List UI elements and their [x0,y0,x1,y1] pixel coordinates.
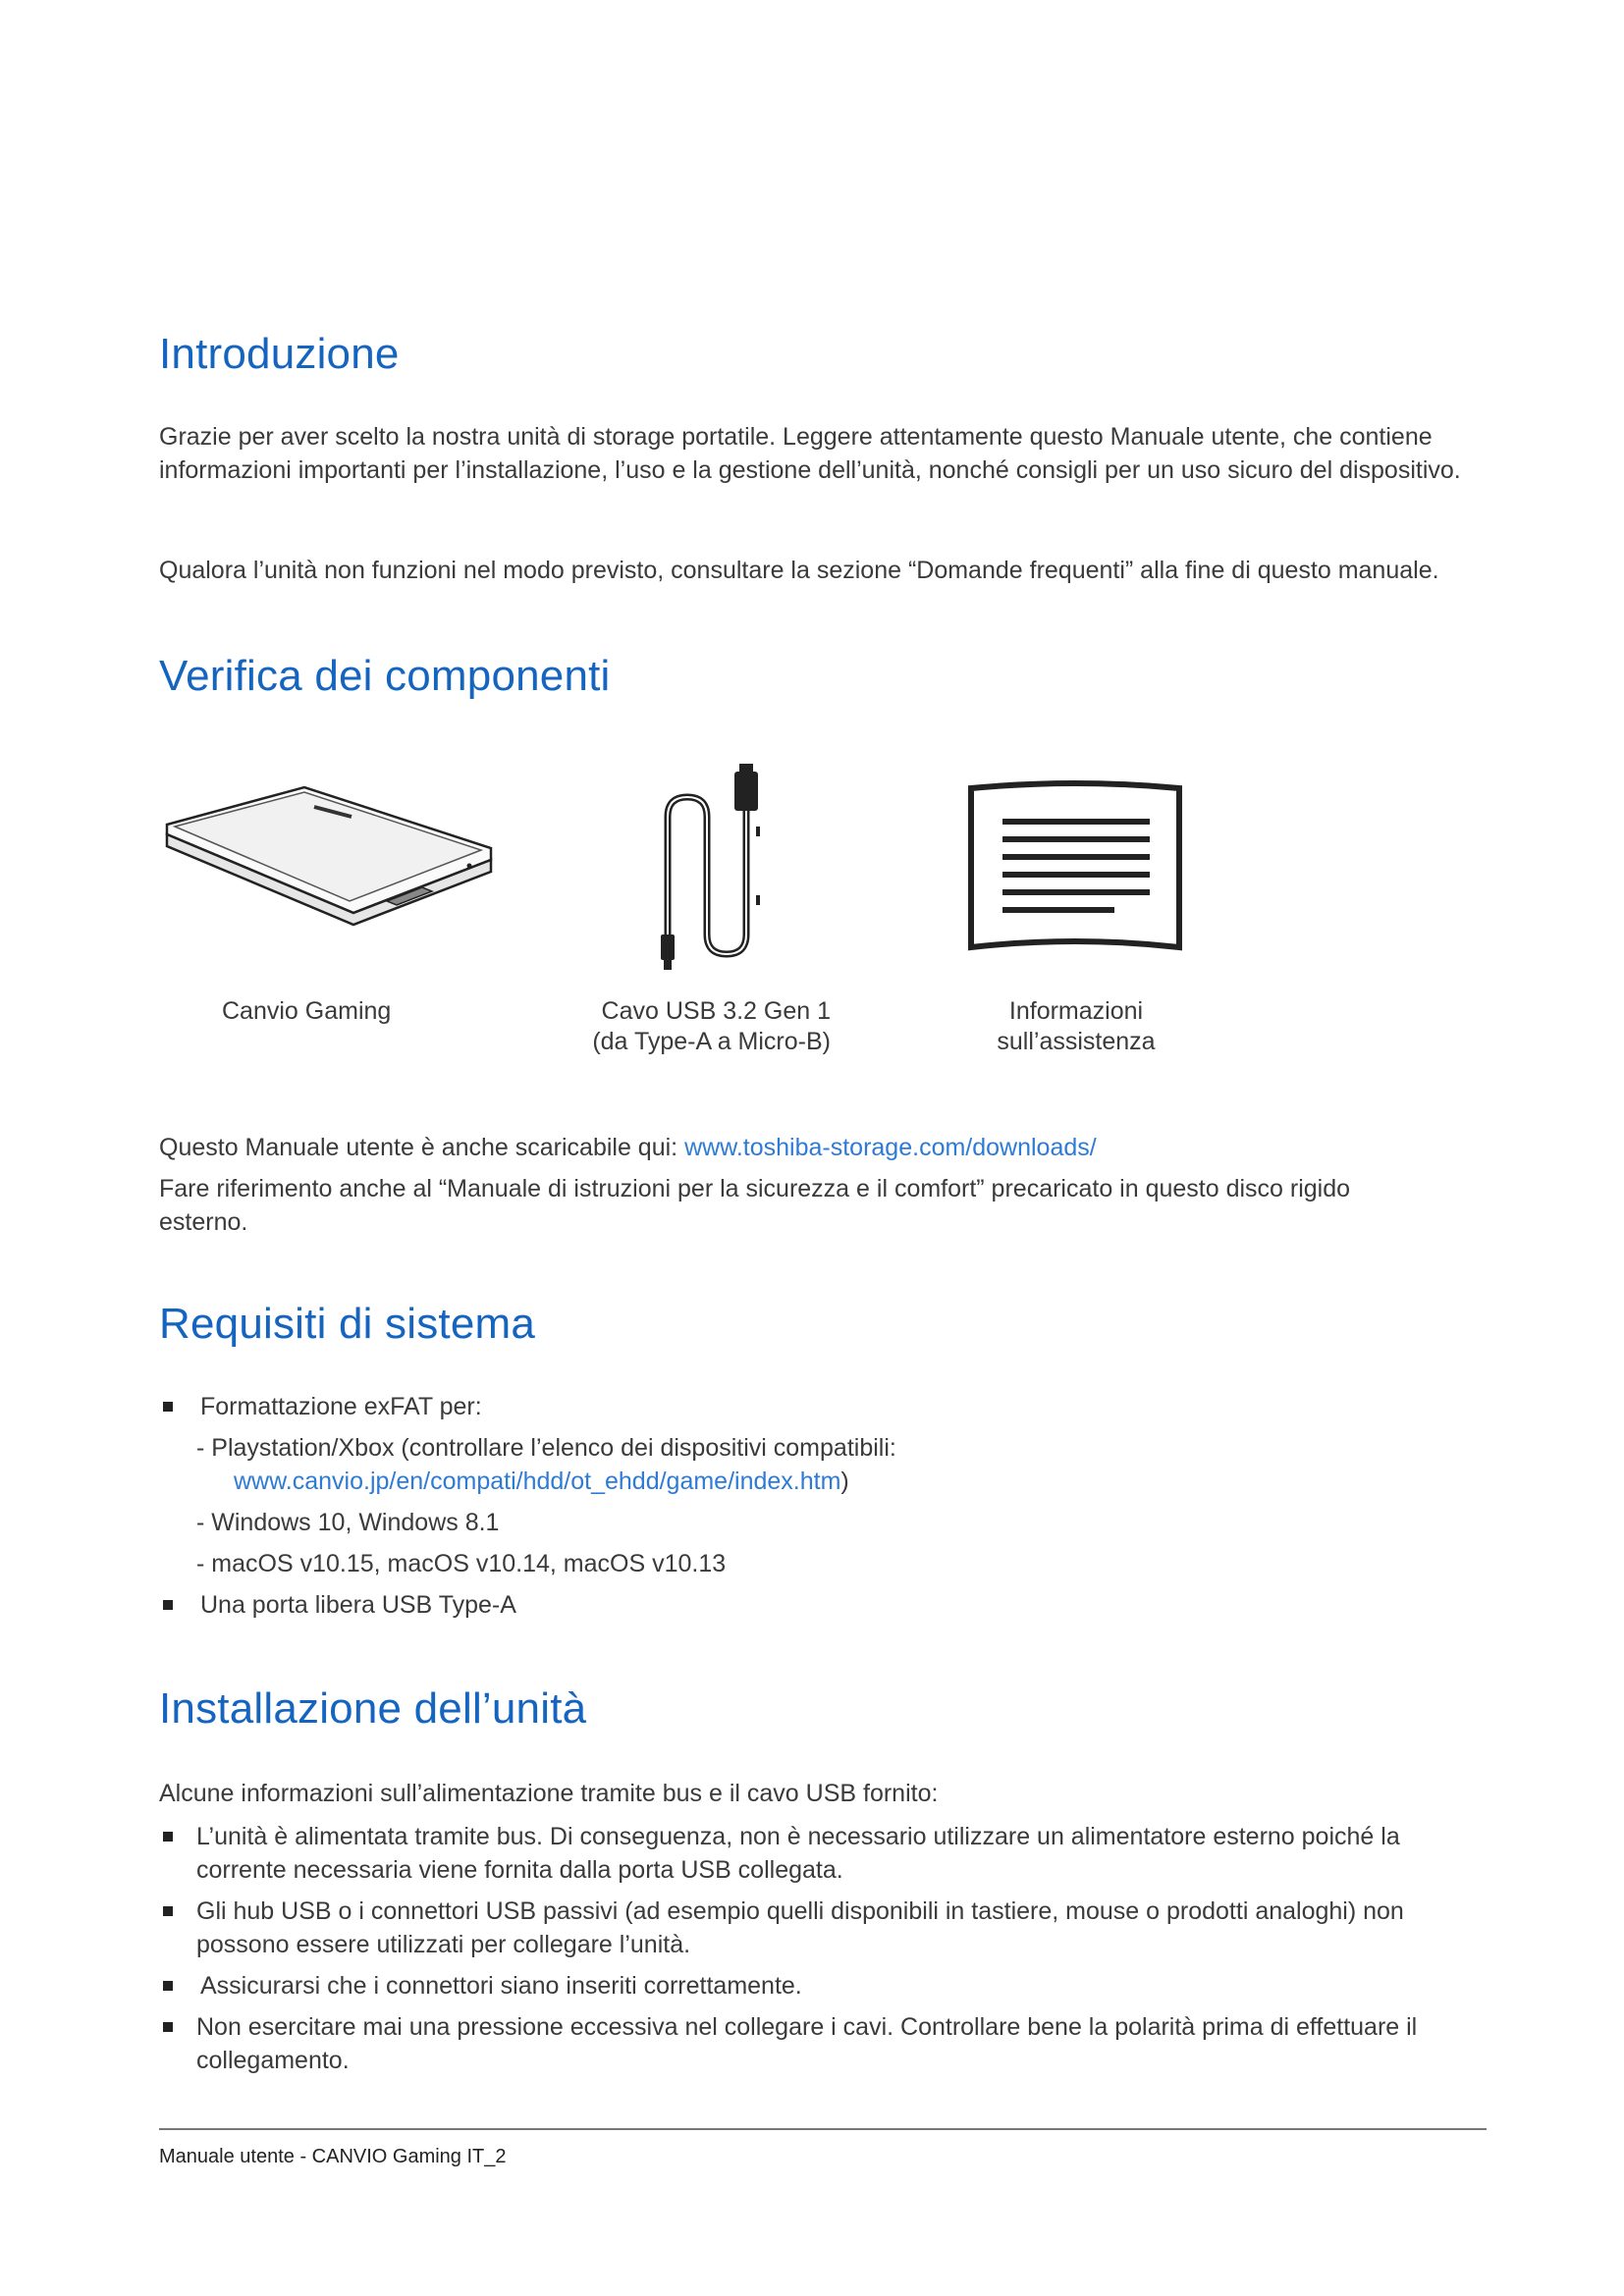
hard-drive-illustration [157,766,501,952]
intro-paragraph: Grazie per aver scelto la nostra unità di storage portatile. Leggere attentamente questo Manuale utente, che contiene informazioni importanti per l’installazione, l’uso e la gestione dell’unità, nonché consigli per un uso sicuro del dispositivo. [159,423,1461,484]
compat-list-link[interactable]: www.canvio.jp/en/compati/hdd/ot_ehdd/game/index.htm [234,1468,841,1495]
install-intro: Alcune informazioni sull’alimentazione tramite bus e il cavo USB fornito: [159,1780,939,1807]
heading-verifica-componenti: Verifica dei componenti [159,652,611,700]
req-windows: - Windows 10, Windows 8.1 [196,1509,500,1536]
bullet-square-icon [163,1402,173,1412]
caption-drive: Canvio Gaming [222,997,392,1025]
caption-info-line1: Informazioni [1008,997,1144,1025]
install-item-2: Gli hub USB o i connettori USB passivi (ad esempio quelli disponibili in tastiere, mouse o prodotti analoghi) non possono essere utilizzati per collegare l’unità. [196,1897,1404,1958]
install-item-1: L’unità è alimentata tramite bus. Di conseguenza, non è necessario utilizzare un alimentatore esterno poiché la corrente necessaria viene fornita dalla porta USB collegata. [196,1823,1400,1884]
bullet-square-icon [163,1600,173,1610]
footer-divider [159,2128,1487,2130]
heading-requisiti-sistema: Requisiti di sistema [159,1300,536,1348]
req-usb-port: Una porta libera USB Type-A [200,1591,516,1619]
req-compat-link-line [234,1465,849,1498]
bullet-square-icon [163,1981,173,1991]
intro-faq-paragraph: Qualora l’unità non funzioni nel modo previsto, consultare la sezione “Domande frequenti” alla fine di questo manuale. [159,557,1439,584]
req-exfat: Formattazione exFAT per: [200,1393,482,1420]
footer-text: Manuale utente - CANVIO Gaming IT_2 [159,2146,507,2167]
comfort-note: Fare riferimento anche al “Manuale di istruzioni per la sicurezza e il comfort” precaricato in questo disco rigido esterno. [159,1175,1351,1236]
bullet-square-icon [163,1906,173,1916]
req-compat-close: ) [840,1468,849,1495]
caption-cable-line2: (da Type-A a Micro-B) [592,1028,831,1055]
req-playstation-xbox: - Playstation/Xbox (controllare l’elenco dei dispositivi compatibili: [196,1434,896,1462]
heading-introduzione: Introduzione [159,330,400,378]
download-note [159,1131,1494,1164]
req-macos: - macOS v10.15, macOS v10.14, macOS v10.13 [196,1550,727,1577]
usb-cable-illustration [648,758,776,984]
bullet-square-icon [163,1832,173,1842]
download-note-text: Questo Manuale utente è anche scaricabile qui: [159,1134,685,1161]
caption-info-line2: sull’assistenza [997,1028,1156,1055]
bullet-square-icon [163,2022,173,2032]
download-link[interactable]: www.toshiba-storage.com/downloads/ [684,1134,1097,1161]
support-info-document-illustration [967,778,1185,955]
heading-installazione: Installazione dell’unità [159,1684,587,1733]
caption-cable-line1: Cavo USB 3.2 Gen 1 [601,997,831,1025]
install-item-4: Non esercitare mai una pressione eccessiva nel collegare i cavi. Controllare bene la polarità prima di effettuare il collegamento. [196,2013,1418,2074]
install-item-3: Assicurarsi che i connettori siano inseriti correttamente. [200,1972,802,2000]
